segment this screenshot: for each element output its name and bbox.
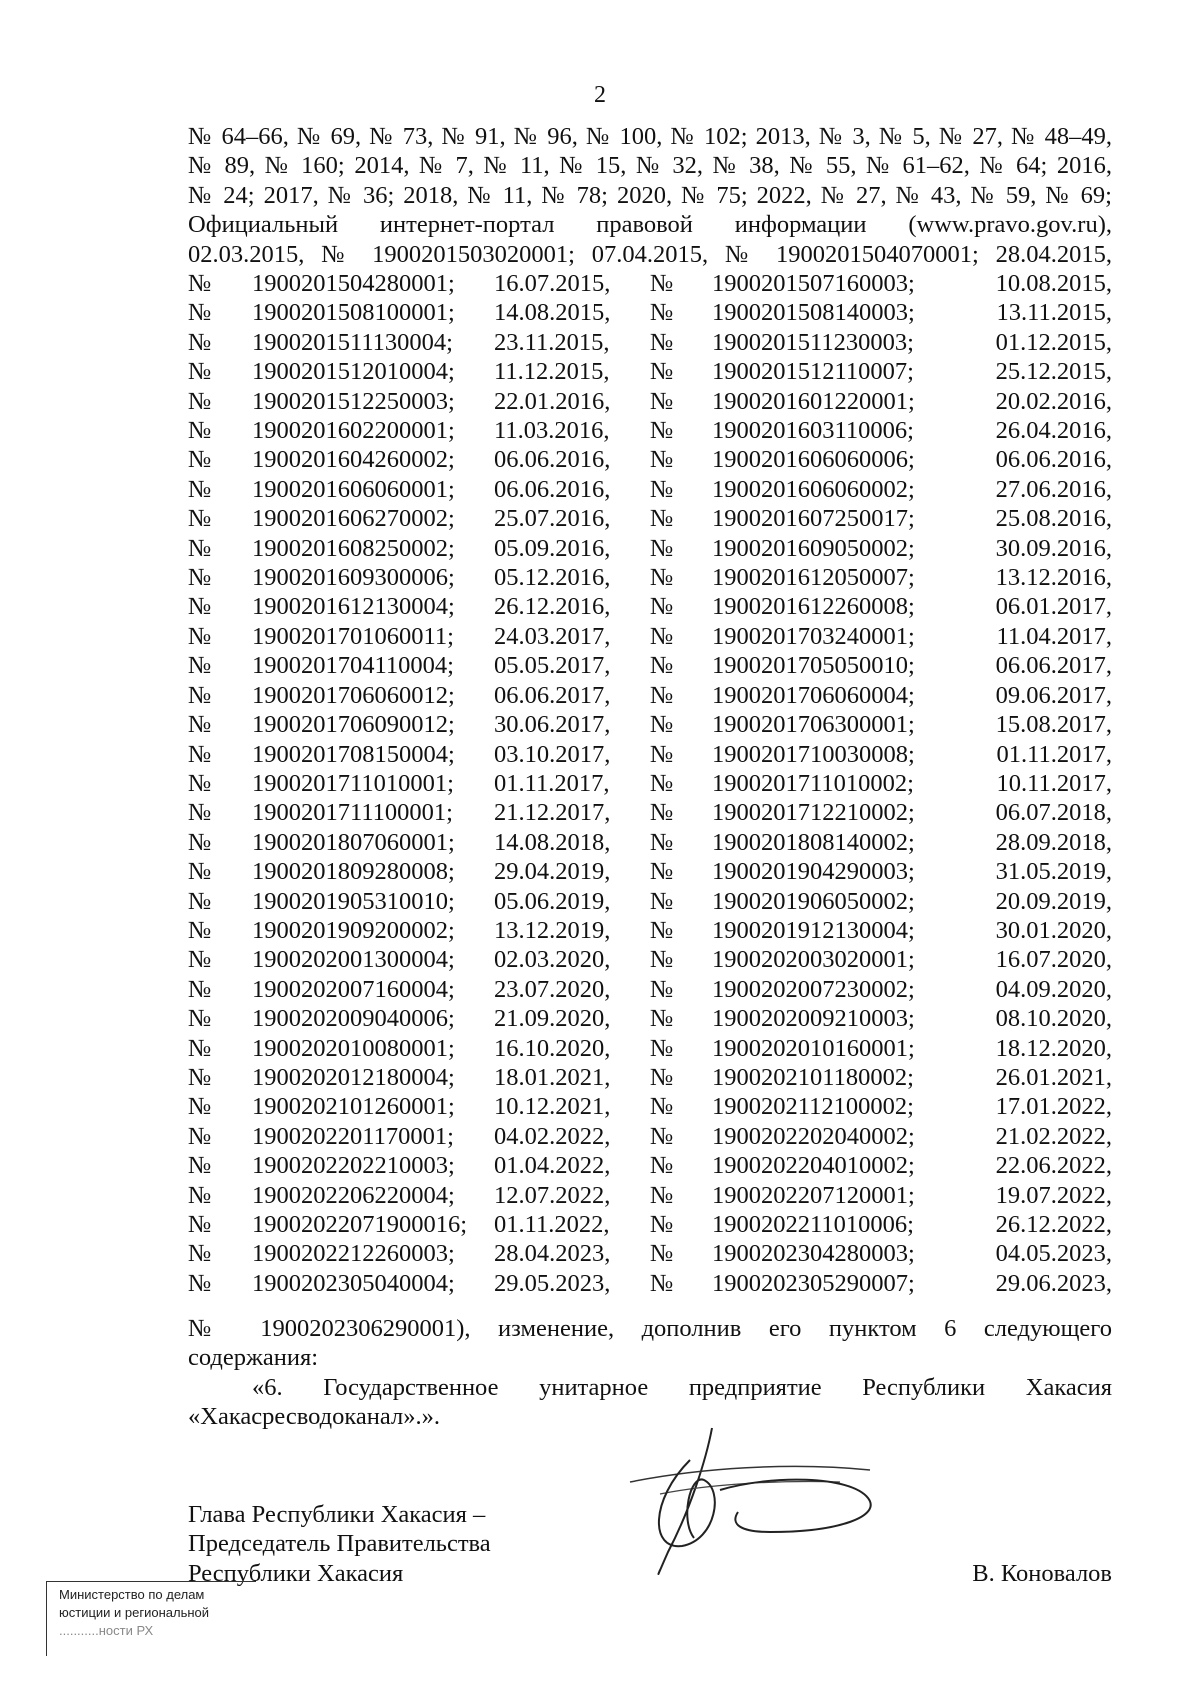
table-row [188,592,1112,621]
publication-date: 13.11.2015, [996,299,1112,327]
publication-number: 1900201712210002; [712,799,915,827]
publication-date: 17.01.2022, [995,1093,1112,1121]
publication-date: 05.05.2017, [494,652,611,680]
number-sign: № [188,505,212,533]
publication-date: 01.12.2015, [995,328,1112,356]
table-row [188,328,1112,357]
publication-date: 16.07.2020, [995,946,1112,974]
publication-number: 1900201511130004; [252,328,453,356]
publication-number: 1900202207120001; [712,1181,915,1209]
closing-line: содержания: [188,1344,319,1372]
publication-number: 1900201809280008; [252,858,455,886]
publication-number: 1900201711010001; [252,769,454,797]
publication-number: 1900201512110007; [712,358,914,386]
number-sign: № [188,1181,212,1209]
registration-number-table-body [188,269,1112,1298]
table-row [188,857,1112,886]
number-sign: № [650,946,674,974]
number-sign: № [188,975,212,1003]
publication-date: 29.04.2019, [494,858,611,886]
publication-date: 26.12.2016, [494,593,611,621]
publication-date: 29.05.2023, [494,1269,611,1297]
number-sign: № [188,858,212,886]
publication-date: 30.09.2016, [995,534,1112,562]
table-row [188,534,1112,563]
signatory-title-line: Председатель Правительства [188,1530,491,1558]
publication-date: 01.04.2022, [494,1152,611,1180]
intro-line: № 89, № 160; 2014, № 7, № 11, № 15, № 32, № 38, № 55, № 61–62, № 64; 2016, [188,152,1112,180]
table-row [188,1122,1112,1151]
publication-number: 1900201808140002; [712,828,915,856]
table-row [188,1034,1112,1063]
number-sign: № [188,299,212,327]
publication-date: 18.12.2020, [995,1034,1112,1062]
publication-date: 22.06.2022, [995,1152,1112,1180]
registration-number-table [188,269,1112,1298]
publication-number: 1900201904290003; [712,858,915,886]
table-row [188,269,1112,298]
publication-number: 1900201606060006; [712,446,915,474]
table-row [188,1210,1112,1239]
number-sign: № [650,534,674,562]
publication-number: 1900201507160003; [712,270,915,297]
number-sign: № [188,1034,212,1062]
number-sign: № [188,358,212,386]
publication-number: 1900202304280003; [712,1240,915,1268]
publication-date: 23.07.2020, [494,975,611,1003]
number-sign: № [650,387,674,415]
publication-number: 1900202305040004; [252,1269,455,1297]
publication-date: 01.11.2017, [996,740,1112,768]
publication-date: 26.01.2021, [995,1063,1112,1091]
publication-number: 1900201705050010; [712,652,915,680]
signatory-title [188,1500,491,1588]
number-sign: № [188,1269,212,1297]
number-sign: № [650,1152,674,1180]
number-sign: № [188,564,212,592]
publication-date: 28.04.2023, [494,1240,611,1268]
publication-number: 1900202112100002; [712,1093,914,1121]
table-row [188,945,1112,974]
table-row [188,563,1112,592]
closing-paragraph [188,1314,1112,1432]
number-sign: № [650,681,674,709]
number-sign: № [188,270,212,297]
publication-number: 1900202202210003; [252,1152,455,1180]
publication-number: 1900201807060001; [252,828,455,856]
table-row [188,475,1112,504]
number-sign: № [188,887,212,915]
publication-date: 12.07.2022, [494,1181,611,1209]
number-sign: № [188,534,212,562]
number-sign: № [188,417,212,445]
publication-number: 1900201512010004; [252,358,455,386]
publication-number: 1900201609300006; [252,564,455,592]
table-row [188,975,1112,1004]
number-sign: № [650,446,674,474]
publication-number: 1900201704110004; [252,652,454,680]
publication-date: 25.12.2015, [995,358,1112,386]
publication-date: 11.04.2017, [996,622,1112,650]
number-sign: № [650,887,674,915]
publication-date: 30.01.2020, [995,916,1112,944]
publication-date: 05.06.2019, [494,887,611,915]
publication-number: 1900201909200002; [252,916,455,944]
amendment-item-6-cont: «Хакасресводоканал».». [188,1403,440,1431]
publication-date: 05.12.2016, [494,564,611,592]
number-sign: № [650,299,674,327]
publication-date: 08.10.2020, [995,1005,1112,1033]
table-row [188,828,1112,857]
table-row [188,1092,1112,1121]
publication-date: 14.08.2018, [494,828,611,856]
number-sign: № [650,828,674,856]
publication-number: 19002022071900016; [252,1211,468,1238]
publication-date: 20.09.2019, [995,887,1112,915]
number-sign: № [650,916,674,944]
publication-number: 1900201905310010; [252,887,455,915]
number-sign: № [188,1005,212,1033]
publication-date: 10.11.2017, [996,769,1112,797]
publication-number: 1900202003020001; [712,946,915,974]
number-sign: № [188,328,212,356]
publication-date: 26.12.2022, [995,1211,1112,1238]
number-sign: № [650,711,674,739]
publication-date: 13.12.2016, [995,564,1112,592]
table-row [188,387,1112,416]
publication-date: 05.09.2016, [494,534,611,562]
number-sign: № [650,652,674,680]
publication-date: 27.06.2016, [995,475,1112,503]
publication-number: 1900202007160004; [252,975,455,1003]
publication-date: 06.06.2016, [494,475,611,503]
number-sign: № [650,1211,674,1238]
publication-number: 1900202305290007; [712,1269,915,1297]
publication-date: 06.06.2016, [494,446,611,474]
number-sign: № [188,799,212,827]
number-sign: № [188,387,212,415]
publication-date: 10.08.2015, [995,270,1112,297]
publication-number: 1900202010160001; [712,1034,915,1062]
publication-date: 25.07.2016, [494,505,611,533]
number-sign: № [650,1122,674,1150]
publication-number: 1900201706060012; [252,681,455,709]
publication-date: 06.06.2016, [995,446,1112,474]
number-sign: № [188,652,212,680]
number-sign: № [650,858,674,886]
publication-number: 1900201607250017; [712,505,915,533]
amendment-item-6: «6. Государственное унитарное предприятие Республики Хакасия [252,1373,1112,1401]
publication-number: 1900202101260001; [252,1093,455,1121]
publication-number: 1900202009040006; [252,1005,455,1033]
ministry-stamp [46,1581,256,1656]
publication-number: 1900201512250003; [252,387,455,415]
table-row [188,416,1112,445]
number-sign: № [188,622,212,650]
publication-number: 1900201508140003; [712,299,915,327]
number-sign: № [188,1063,212,1091]
publication-number: 1900201606270002; [252,505,455,533]
table-row [188,710,1112,739]
publication-number: 1900201601220001; [712,387,915,415]
publication-date: 13.12.2019, [494,916,611,944]
publication-date: 06.01.2017, [995,593,1112,621]
publication-date: 06.07.2018, [995,799,1112,827]
publication-number: 1900201606060002; [712,475,915,503]
signatory-title-line: Глава Республики Хакасия – [188,1501,486,1528]
publication-date: 18.01.2021, [494,1063,611,1091]
intro-line: 02.03.2015, № 1900201503020001; 07.04.2015, № 1900201504070001; 28.04.2015, [188,240,1112,268]
intro-line: № 64–66, № 69, № 73, № 91, № 96, № 100, № 102; 2013, № 3, № 5, № 27, № 48–49, [188,123,1112,150]
publication-number: 1900202202040002; [712,1122,915,1150]
number-sign: № [188,946,212,974]
publication-date: 06.06.2017, [995,652,1112,680]
number-sign: № [650,475,674,503]
publication-number: 1900201710030008; [712,740,915,768]
publication-number: 1900201612260008; [712,593,915,621]
publication-date: 20.02.2016, [995,387,1112,415]
publication-number: 1900202007230002; [712,975,915,1003]
publication-number: 1900201604260002; [252,446,455,474]
table-row [188,298,1112,327]
table-row [188,622,1112,651]
publication-number: 1900201706300001; [712,711,915,739]
table-row [188,504,1112,533]
number-sign: № [188,446,212,474]
intro-paragraph [188,122,1112,269]
publication-number: 1900201701060011; [252,622,454,650]
number-sign: № [188,681,212,709]
publication-date: 31.05.2019, [995,858,1112,886]
publication-date: 06.06.2017, [494,681,611,709]
publication-date: 29.06.2023, [995,1269,1112,1297]
publication-date: 25.08.2016, [995,505,1112,533]
table-row [188,887,1112,916]
number-sign: № [188,828,212,856]
table-row [188,651,1112,680]
publication-date: 10.12.2021, [494,1093,611,1121]
number-sign: № [650,622,674,650]
signatory-name: В. Коновалов [972,1560,1112,1587]
publication-date: 01.11.2022, [494,1211,610,1238]
publication-date: 11.12.2015, [494,358,610,386]
number-sign: № [188,1240,212,1268]
publication-date: 23.11.2015, [494,328,610,356]
table-row [188,798,1112,827]
signatory-title-line: Республики Хакасия [188,1559,404,1587]
publication-date: 21.02.2022, [995,1122,1112,1150]
publication-date: 04.05.2023, [995,1240,1112,1268]
publication-date: 03.10.2017, [494,740,611,768]
publication-number: 1900202101180002; [712,1063,914,1091]
number-sign: № [650,740,674,768]
publication-number: 1900201504280001; [252,270,455,297]
number-sign: № [650,358,674,386]
publication-date: 02.03.2020, [494,946,611,974]
publication-number: 1900202211010006; [712,1211,914,1238]
publication-number: 1900201711100001; [252,799,453,827]
number-sign: № [650,975,674,1003]
publication-date: 30.06.2017, [494,711,611,739]
number-sign: № [188,916,212,944]
publication-date: 21.09.2020, [494,1005,611,1033]
publication-date: 16.07.2015, [494,270,611,297]
number-sign: № [188,593,212,621]
publication-number: 1900202206220004; [252,1181,455,1209]
number-sign: № [650,1093,674,1121]
publication-date: 28.09.2018, [995,828,1112,856]
publication-number: 1900201711010002; [712,769,914,797]
publication-number: 1900201612130004; [252,593,455,621]
table-row [188,1151,1112,1180]
publication-date: 26.04.2016, [995,417,1112,445]
publication-date: 01.11.2017, [494,769,610,797]
number-sign: № [650,1034,674,1062]
number-sign: № [188,740,212,768]
table-row [188,1239,1112,1268]
publication-number: 1900202201170001; [252,1122,454,1150]
publication-date: 21.12.2017, [494,799,611,827]
publication-date: 16.10.2020, [494,1034,611,1062]
publication-number: 1900201609050002; [712,534,915,562]
table-row [188,916,1112,945]
publication-date: 11.03.2016, [494,417,610,445]
publication-number: 1900201612050007; [712,564,915,592]
number-sign: № [650,328,674,356]
publication-number: 1900201511230003; [712,328,914,356]
publication-date: 15.08.2017, [995,711,1112,739]
intro-line: Официальный интернет-портал правовой информации (www.pravo.gov.ru), [188,211,1112,239]
handwritten-signature [620,1420,950,1590]
publication-date: 09.06.2017, [995,681,1112,709]
number-sign: № [650,270,674,297]
publication-date: 04.02.2022, [494,1122,611,1150]
table-row [188,1063,1112,1092]
number-sign: № [650,799,674,827]
closing-line: № 1900202306290001), изменение, дополнив его пунктом 6 следующего [188,1315,1112,1342]
publication-number: 1900202009210003; [712,1005,915,1033]
publication-number: 1900202212260003; [252,1240,455,1268]
publication-number: 1900202010080001; [252,1034,455,1062]
table-row [188,1181,1112,1210]
table-row [188,1004,1112,1033]
publication-number: 1900202012180004; [252,1063,455,1091]
publication-number: 1900202001300004; [252,946,455,974]
stamp-line: ...........ности РХ [59,1623,154,1638]
stamp-line: юстиции и региональной [59,1605,210,1620]
publication-number: 1900201708150004; [252,740,455,768]
stamp-line: Министерство по делам [59,1587,205,1602]
publication-date: 14.08.2015, [494,299,611,327]
table-row [188,681,1112,710]
number-sign: № [650,1063,674,1091]
number-sign: № [650,1269,674,1297]
number-sign: № [188,769,212,797]
number-sign: № [188,711,212,739]
publication-number: 1900201912130004; [712,916,915,944]
publication-number: 1900201706090012; [252,711,455,739]
number-sign: № [650,1240,674,1268]
number-sign: № [188,1211,212,1238]
publication-number: 1900201608250002; [252,534,455,562]
publication-number: 1900201508100001; [252,299,455,327]
table-row [188,1269,1112,1298]
publication-number: 1900201706060004; [712,681,915,709]
publication-number: 1900202204010002; [712,1152,915,1180]
number-sign: № [650,1005,674,1033]
number-sign: № [188,1122,212,1150]
publication-date: 22.01.2016, [494,387,611,415]
number-sign: № [650,1181,674,1209]
table-row [188,740,1112,769]
intro-line: № 24; 2017, № 36; 2018, № 11, № 78; 2020, № 75; 2022, № 27, № 43, № 59, № 69; [188,181,1112,209]
publication-number: 1900201606060001; [252,475,455,503]
table-row [188,769,1112,798]
number-sign: № [188,1093,212,1121]
publication-date: 04.09.2020, [995,975,1112,1003]
table-row [188,445,1112,474]
table-row [188,357,1112,386]
number-sign: № [650,417,674,445]
publication-date: 24.03.2017, [494,622,611,650]
publication-number: 1900201602200001; [252,417,455,445]
number-sign: № [650,564,674,592]
number-sign: № [650,593,674,621]
number-sign: № [650,769,674,797]
number-sign: № [650,505,674,533]
publication-number: 1900201906050002; [712,887,915,915]
number-sign: № [188,1152,212,1180]
publication-number: 1900201603110006; [712,417,914,445]
number-sign: № [188,475,212,503]
page-number: 2 [594,82,606,108]
publication-number: 1900201703240001; [712,622,915,650]
publication-date: 19.07.2022, [995,1181,1112,1209]
